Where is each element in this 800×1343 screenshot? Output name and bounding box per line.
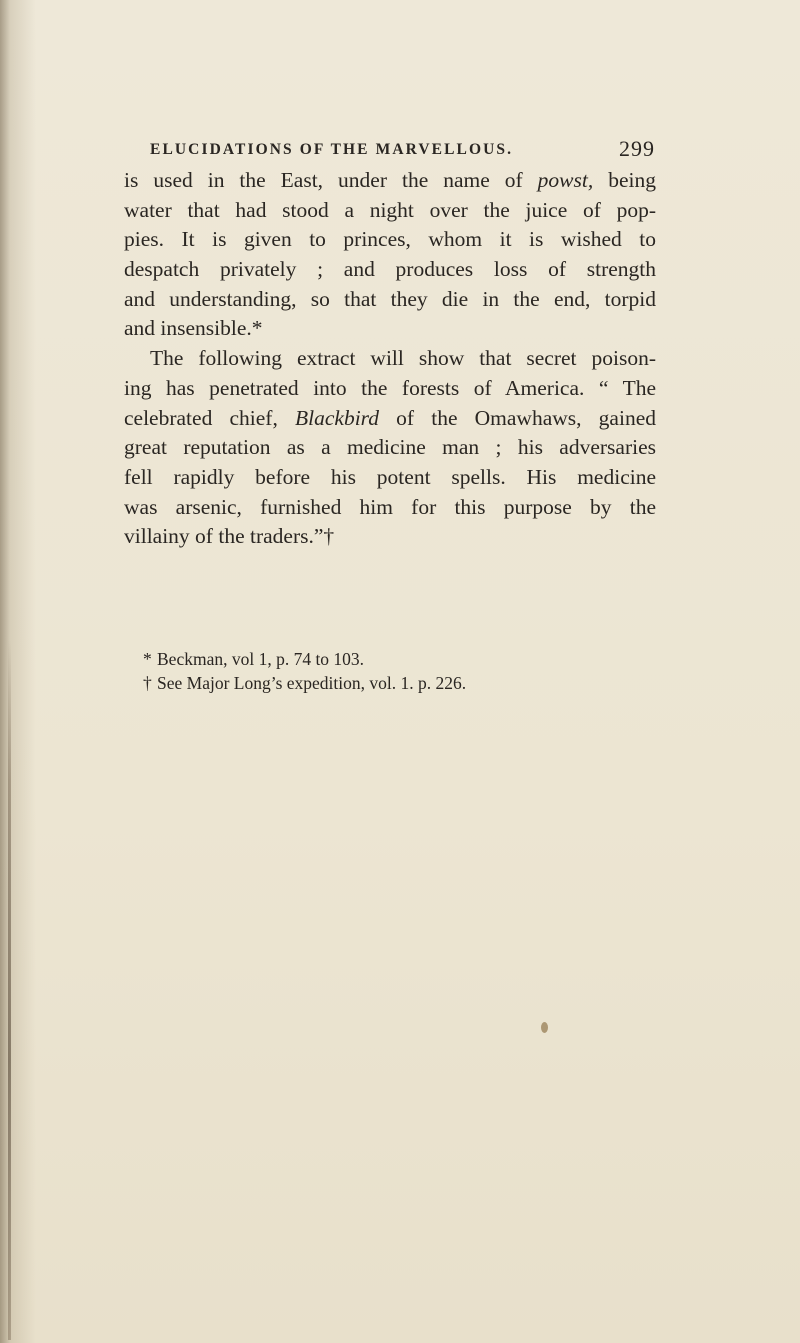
text-line: ing has penetrated into the forests of America. “ The [124, 375, 656, 400]
footnote [143, 671, 663, 695]
text-line: The following extract will show that secret poison- [150, 346, 656, 371]
text-line: great reputation as a medicine man ; his adversaries [124, 435, 656, 460]
footnote [143, 647, 663, 671]
text-line: fell rapidly before his potent spells. His medicine [124, 464, 656, 489]
footnote-mark: † [143, 673, 152, 693]
text-line: pies. It is given to princes, whom it is wished to [124, 227, 656, 252]
text-line: water that had stood a night over the juice of pop- [124, 197, 656, 222]
text-line: villainy of the traders.”† [124, 524, 335, 549]
page-number: 299 [619, 136, 655, 161]
paper-stain [541, 1022, 548, 1033]
footnote-text: Beckman, vol 1, p. 74 to 103. [157, 649, 365, 669]
italic-term-powst: powst, [537, 168, 594, 192]
text-line: was arsenic, furnished him for this purpose by the [124, 494, 656, 519]
body-text [124, 166, 656, 552]
text-line: and understanding, so that they die in the end, torpid [124, 286, 656, 311]
footnotes [143, 647, 663, 695]
footnote-text: See Major Long’s expedition, vol. 1. p. 226. [157, 673, 467, 693]
text-line: is used in the East, under the name of powst, being [124, 168, 656, 192]
italic-term-blackbird: Blackbird [295, 405, 379, 430]
text-line: and insensible.* [124, 316, 263, 341]
page-header [150, 136, 655, 165]
running-head: ELUCIDATIONS OF THE MARVELLOUS. [150, 141, 514, 158]
footnote-mark: * [143, 649, 152, 669]
text-line: celebrated chief, Blackbird of the Omawhaws, gained [124, 405, 656, 430]
text-line: despatch privately ; and produces loss of strength [124, 257, 656, 282]
binding-gutter [8, 640, 11, 1340]
